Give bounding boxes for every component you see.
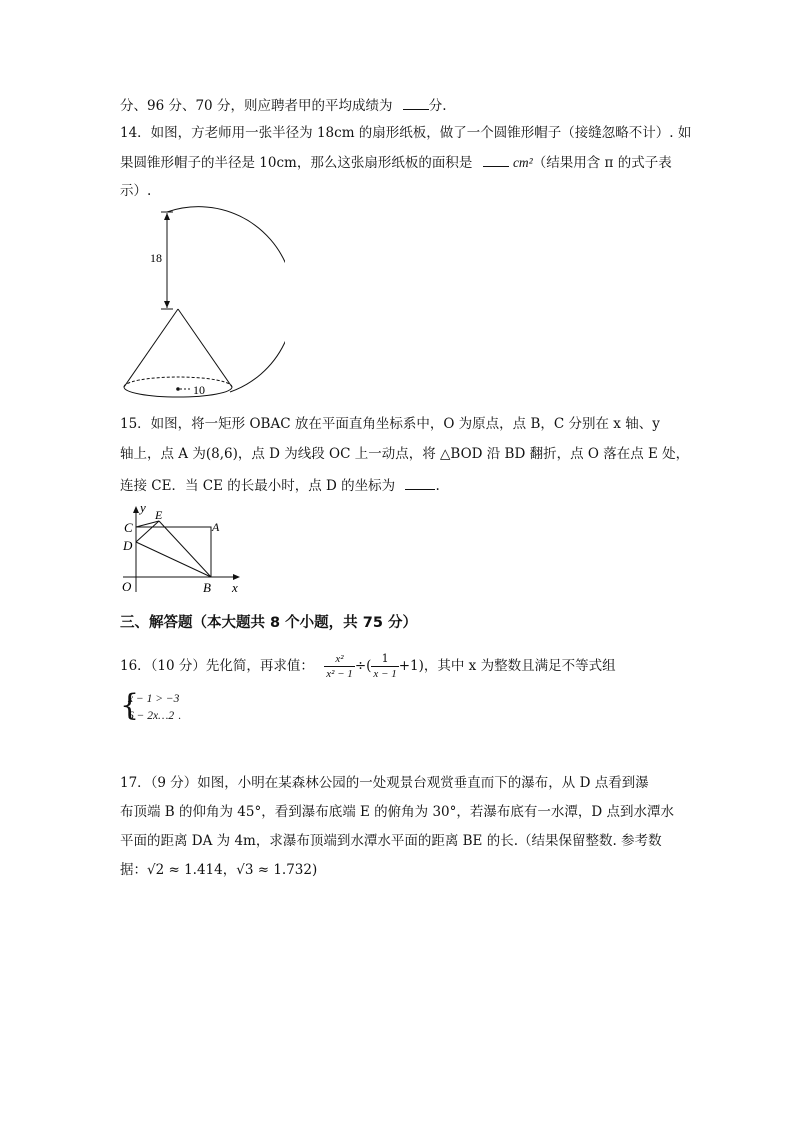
q14-line2 — [120, 152, 672, 173]
q13-suffix: 分. — [428, 98, 447, 114]
cone-base-back — [124, 377, 232, 387]
sector-arc — [167, 207, 285, 392]
rectangle-OBAC — [136, 527, 211, 577]
q13-text: 分、96 分、70 分，则应聘者甲的平均成绩为 — [120, 98, 393, 114]
q16-system-row-1: x − 1 > −3 — [128, 693, 180, 705]
label-E: E — [155, 508, 163, 522]
q15-line3 — [120, 475, 440, 496]
label-x: x — [232, 580, 238, 595]
label-A: A — [212, 520, 220, 534]
q16-fraction-2 — [371, 652, 398, 681]
q16-frac2-denominator: x − 1 — [373, 668, 397, 680]
q16-frac1-denominator: x² − 1 — [326, 668, 353, 680]
q14-line2-a: 果圆锥形帽子的半径是 10cm，那么这张扇形纸板的面积是 — [120, 155, 473, 171]
q15-line3-a: 连接 CE．当 CE 的长最小时，点 D 的坐标为 — [120, 478, 396, 494]
q15-line1: 15．如图，将一矩形 OBAC 放在平面直角坐标系中，O 为原点，点 B，C 分别在 x 轴、y — [120, 416, 660, 432]
label-B: B — [203, 580, 211, 595]
y-axis-arrow — [133, 506, 139, 513]
radius-arrowhead-bottom — [164, 301, 170, 308]
segment-DB — [136, 542, 211, 577]
q16-frac2-numerator: 1 — [371, 652, 398, 667]
q15-answer-blank — [405, 475, 435, 490]
q14-line1: 14．如图，方老师用一张半径为 18cm 的扇形纸板，做了一个圆锥形帽子（接缝忽略不计）. 如 — [120, 125, 692, 141]
q14-sector-cone-figure — [115, 205, 285, 400]
label-O: O — [122, 579, 132, 594]
label-C: C — [124, 520, 133, 535]
label-D: D — [123, 538, 133, 553]
q14-unit: cm² — [512, 155, 533, 170]
q16-frac1-numerator: x² — [324, 652, 355, 667]
q16-tail: +1)，其中 x 为整数且满足不等式组 — [398, 658, 616, 674]
q17-line1: 17．（9 分）如图，小明在某森林公园的一处观景台观赏垂直而下的瀑布，从 D 点看到瀑 — [120, 775, 649, 791]
q16-line1 — [120, 652, 616, 681]
q14-line2-b: （结果用含 π 的式子表 — [532, 155, 672, 171]
section-3-title: 三、解答题（本大题共 8 个小题，共 75 分） — [120, 615, 417, 631]
q17-line2: 布顶端 B 的仰角为 45°，看到瀑布底端 E 的俯角为 30°，若瀑布底有一水潭，D 点到水潭水 — [120, 804, 674, 820]
cone-right-edge — [178, 309, 232, 387]
q16-operator: ÷( — [354, 658, 372, 674]
radius-arrowhead-top — [164, 213, 170, 220]
segment-EB — [159, 521, 211, 577]
label-y: y — [140, 500, 146, 515]
q17-line3: 平面的距离 DA 为 4m，求瀑布顶端到水潭水平面的距离 BE 的长.（结果保留整数. 参考数 — [120, 833, 662, 849]
q16-fraction-1 — [324, 652, 355, 681]
q16-prefix: 16．（10 分）先化简，再求值： — [120, 658, 314, 674]
q16-system-rows — [128, 691, 181, 725]
q15-coordinate-figure — [115, 500, 250, 596]
q15-line2: 轴上，点 A 为(8,6)，点 D 为线段 OC 上一动点，将 △BOD 沿 BD 翻折，点 O 落在点 E 处， — [120, 446, 690, 462]
q17-line4: 据：√2 ≈ 1.414，√3 ≈ 1.732) — [120, 862, 318, 878]
q13-answer-blank — [403, 95, 429, 110]
q16-system-row-2 — [128, 708, 181, 725]
q14-answer-blank — [483, 152, 509, 167]
q16-system-row-2-text: 6 − 2x…2 — [128, 710, 175, 722]
q15-line3-b: . — [435, 478, 440, 494]
cone-center-dot — [176, 387, 180, 391]
q16-brace: { — [120, 688, 140, 723]
label-18: 18 — [150, 251, 162, 265]
label-10: 10 — [193, 383, 205, 397]
cone-left-edge — [124, 309, 178, 387]
q13-tail — [120, 95, 447, 116]
q14-line3: 示）. — [120, 183, 152, 199]
q16-system-end: . — [178, 710, 181, 722]
